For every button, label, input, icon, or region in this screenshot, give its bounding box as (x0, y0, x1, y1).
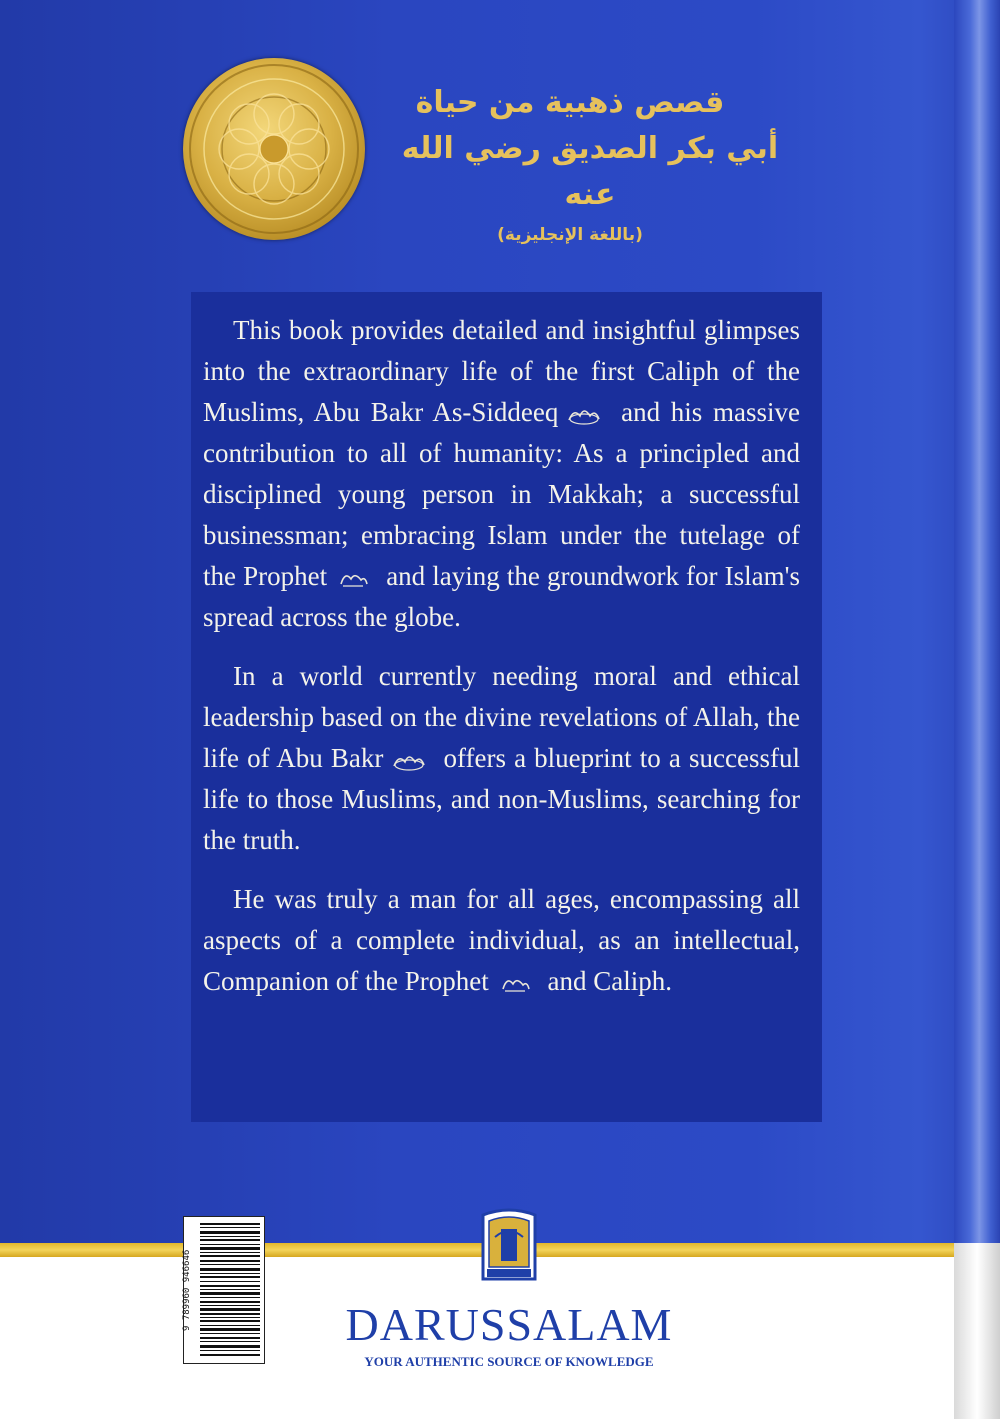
blurb-text: and laying the groundwork for Islam's spread across the globe. (203, 561, 801, 632)
blurb-text: offers a blueprint to a successful life to those Muslims, and non-Muslims, searching for the truth. (203, 743, 800, 855)
honorific-calligraphy-icon (497, 973, 533, 995)
blurb-box (191, 292, 822, 1122)
honorific-calligraphy-icon (335, 568, 371, 590)
blurb-text: and his massive contribution to all of humanity: As a principled and disciplined young person in Makkah; a successful businessman; embracing Islam under the tutelage of the Prophet (203, 397, 801, 591)
blurb-text: In a world currently needing moral and ethical leadership based on the divine revelations of Allah, the life of Abu Bakr (203, 661, 800, 773)
blurb-paragraph-2 (203, 656, 800, 861)
blurb-paragraph-3 (203, 879, 800, 1002)
arabic-title (390, 80, 790, 252)
blurb-text: This book provides detailed and insightful glimpses into the extraordinary life of the first Caliph of the Muslims, Abu Bakr As-Siddeeq (203, 315, 800, 427)
publisher-tagline: YOUR AUTHENTIC SOURCE OF KNOWLEDGE (364, 1354, 654, 1369)
arabic-title-line-1: قصص ذهبية من حياة (415, 85, 725, 120)
blurb-text: He was truly a man for all ages, encompassing all aspects of a complete individual, as an intellectual, Companion of the Prophet (203, 884, 800, 996)
blurb-paragraph-1 (203, 310, 800, 638)
arabic-title-line-3: (باللغة الإنجليزية) (497, 225, 643, 245)
gold-medallion-icon (183, 58, 365, 240)
honorific-calligraphy-icon (391, 750, 427, 772)
bottom-spine-edge (954, 1243, 1000, 1419)
arabic-title-line-2: أبي بكر الصديق رضي الله عنه (401, 131, 779, 212)
spine-edge (954, 0, 1000, 1419)
blurb-text: and Caliph. (547, 966, 672, 996)
barcode-icon (183, 1216, 265, 1364)
barcode-number: 9 789960 946646 (182, 1249, 192, 1331)
honorific-calligraphy-icon (566, 404, 602, 426)
publisher-name: DARUSSALAM (345, 1299, 673, 1350)
darussalam-logo-icon (479, 1207, 539, 1287)
